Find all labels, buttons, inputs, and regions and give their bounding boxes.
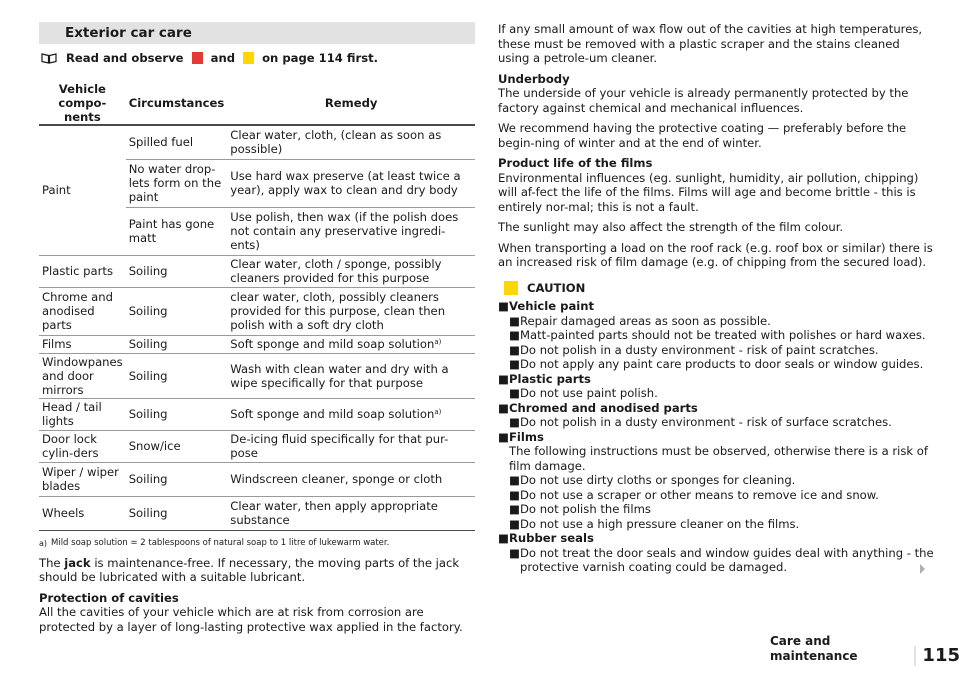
row-circumstance: Soiling [126, 335, 228, 353]
row-remedy: Wash with clean water and dry with a wipe specifically for that purpose [227, 353, 475, 399]
caution-heading [498, 281, 934, 296]
caution-subitem: ■ Do not use dirty cloths or sponges for cleaning. [509, 473, 796, 487]
row-remedy: Soft sponge and mild soap solution$^{a)}$ [227, 399, 475, 430]
table-row [39, 255, 475, 287]
row-circumstance: Soiling [126, 496, 228, 530]
row-remedy: Soft sponge and mild soap solution$^{a)}$ [227, 335, 475, 353]
underbody-text: The underside of your vehicle is already permanently protected by the factory against chemical and mechanical influences. [498, 86, 909, 115]
row-component: Films [39, 335, 126, 353]
table-row [39, 496, 475, 530]
row-circumstance: Soiling [126, 462, 228, 496]
row-remedy: Clear water, then apply appropriate substance [227, 496, 475, 530]
warning-red-icon [192, 52, 203, 64]
caution-subitem: ■ Do not use paint polish. [509, 386, 658, 400]
header-circumstances: Circumstances [126, 82, 228, 126]
caution-subitem: ■ Do not treat the door seals and window guides deal with anything - the protective varnish coating could be damaged. [509, 545, 934, 574]
header-components: Vehicle compo- nents [39, 82, 126, 126]
row-remedy: De-icing fluid specifically for that pur-pose [227, 430, 475, 462]
footnote-text: Mild soap solution = 2 tablespoons of natural soap to 1 litre of lukewarm water. [51, 537, 390, 548]
caution-label: CAUTION [527, 280, 586, 295]
caution-subitem: ■ Do not use a scraper or other means to remove ice and snow. [509, 487, 879, 502]
row-component: Wheels [39, 496, 126, 530]
caution-subitem: ■ Repair damaged areas as soon as possible. [509, 313, 771, 328]
underbody-title: Underbody [498, 71, 570, 86]
read-first-middle: and [206, 51, 240, 65]
row-remedy: Clear water, cloth / sponge, possibly cleaners provided for this purpose [227, 255, 475, 287]
underbody-paragraph [498, 72, 934, 116]
paint-remedy-2: Use polish, then wax (if the polish does not contain any preservative ingredi-ents) [227, 207, 475, 255]
page-footer [770, 634, 960, 666]
caution-icon [504, 281, 518, 295]
footnote-ref: a) [434, 338, 442, 346]
paint-circumstance-2: Paint has gone matt [126, 207, 228, 255]
caution-item: ■ Rubber seals [498, 531, 594, 545]
cavities-paragraph [39, 591, 475, 635]
caution-subitem: ■ Do not polish the films [509, 502, 651, 516]
row-component: Plastic parts [39, 255, 126, 287]
row-component: Door lock cylin-ders [39, 430, 126, 462]
paint-remedy-1: Use hard wax preserve (at least twice a year), apply wax to clean and dry body [227, 159, 475, 207]
cavities-title: Protection of cavities [39, 590, 179, 605]
page-number: 115 [914, 646, 960, 666]
cavities-text: All the cavities of your vehicle which are at risk from corrosion are protected by a layer of long-lasting protective wax applied in the factory. [39, 605, 463, 634]
caution-subitem: ■ Do not use a high pressure cleaner on the films. [509, 516, 800, 531]
row-remedy: Windscreen cleaner, sponge or cloth [227, 462, 475, 496]
caution-item: ■ Films [498, 429, 544, 444]
table-row [39, 353, 475, 399]
row-circumstance: Soiling [126, 255, 228, 287]
table-row [39, 335, 475, 353]
table-header-row [39, 82, 475, 126]
wax-paragraph: If any small amount of wax flow out of the cavities at high temperatures, these must be removed with a plastic scraper and the stains cleaned using a petrole-um cleaner. [498, 22, 923, 65]
chapter-name: Care and maintenance [770, 634, 858, 663]
row-component: Wiper / wiper blades [39, 462, 126, 496]
footnote-mark: a) [39, 538, 48, 548]
jack-paragraph: The jack is maintenance-free. If necessary, the moving parts of the jack should be lubricated with a suitable lubricant. [39, 555, 460, 585]
row-component: Windowpanes and door mirrors [39, 353, 126, 399]
caution-subitem: ■ Do not polish in a dusty environment - risk of paint scratches. [509, 342, 879, 357]
paint-circumstance-0: Spilled fuel [126, 125, 228, 159]
roofrack-paragraph: When transporting a load on the roof rack (e.g. roof box or similar) there is an increased risk of film damage (e.g. of chipping from the secured load). [498, 240, 933, 269]
row-remedy: clear water, cloth, possibly cleaners provided for this purpose, clean then polish with a soft dry cloth [227, 287, 475, 335]
row-circumstance: Soiling [126, 287, 228, 335]
header-remedy: Remedy [227, 82, 475, 126]
films-text: Environmental influences (eg. sunlight, humidity, air pollution, chipping) will af-fect the life of the films. Films will age and become brittle - this is entirely nor-mal; this is not a fault. [498, 170, 919, 214]
table-row [39, 287, 475, 335]
read-first-note [39, 51, 475, 66]
footnote [39, 538, 475, 549]
right-column [498, 22, 934, 575]
table-row [39, 462, 475, 496]
caution-item: ■ Vehicle paint [498, 299, 595, 313]
jack-term: jack [64, 555, 91, 570]
exterior-care-table [39, 82, 475, 531]
left-column [39, 22, 475, 640]
paint-label: Paint [39, 125, 126, 255]
caution-subitem: ■ Matt-painted parts should not be treated with polishes or hard waxes. [509, 328, 926, 342]
continue-arrow-icon [920, 564, 925, 574]
films-paragraph [498, 156, 934, 214]
book-icon [41, 52, 57, 64]
footnote-ref: a) [434, 408, 442, 417]
row-circumstance: Soiling [126, 399, 228, 430]
row-component: Head / tail lights [39, 399, 126, 430]
coating-paragraph: We recommend having the protective coating — preferably before the begin-ning of winter and at the end of winter. [498, 121, 907, 150]
caution-item: ■ Plastic parts [498, 371, 591, 386]
caution-item: ■ Chromed and anodised parts [498, 400, 698, 415]
paint-remedy-0: Clear water, cloth, (clean as soon as possible) [227, 125, 475, 159]
read-first-prefix: Read and observe [66, 51, 188, 65]
row-component: Chrome and anodised parts [39, 287, 126, 335]
row-circumstance: Soiling [126, 353, 228, 399]
sunlight-paragraph: The sunlight may also affect the strength of the film colour. [498, 220, 844, 234]
table-row [39, 125, 475, 159]
section-title: Exterior car care [39, 22, 475, 44]
warning-yellow-icon [243, 52, 254, 64]
films-title: Product life of the films [498, 156, 653, 170]
paint-circumstance-1: No water drop-lets form on the paint [126, 159, 228, 207]
caution-subitem: ■ Do not apply any paint care products to door seals or window guides. [509, 357, 924, 371]
caution-intro: The following instructions must be observed, otherwise there is a risk of film damage. [509, 444, 928, 473]
caution-subitem: ■ Do not polish in a dusty environment - risk of surface scratches. [509, 415, 892, 429]
read-first-suffix: on page 114 first. [258, 51, 379, 65]
row-circumstance: Snow/ice [126, 430, 228, 462]
caution-list [498, 299, 934, 575]
table-row [39, 430, 475, 462]
table-row [39, 399, 475, 430]
